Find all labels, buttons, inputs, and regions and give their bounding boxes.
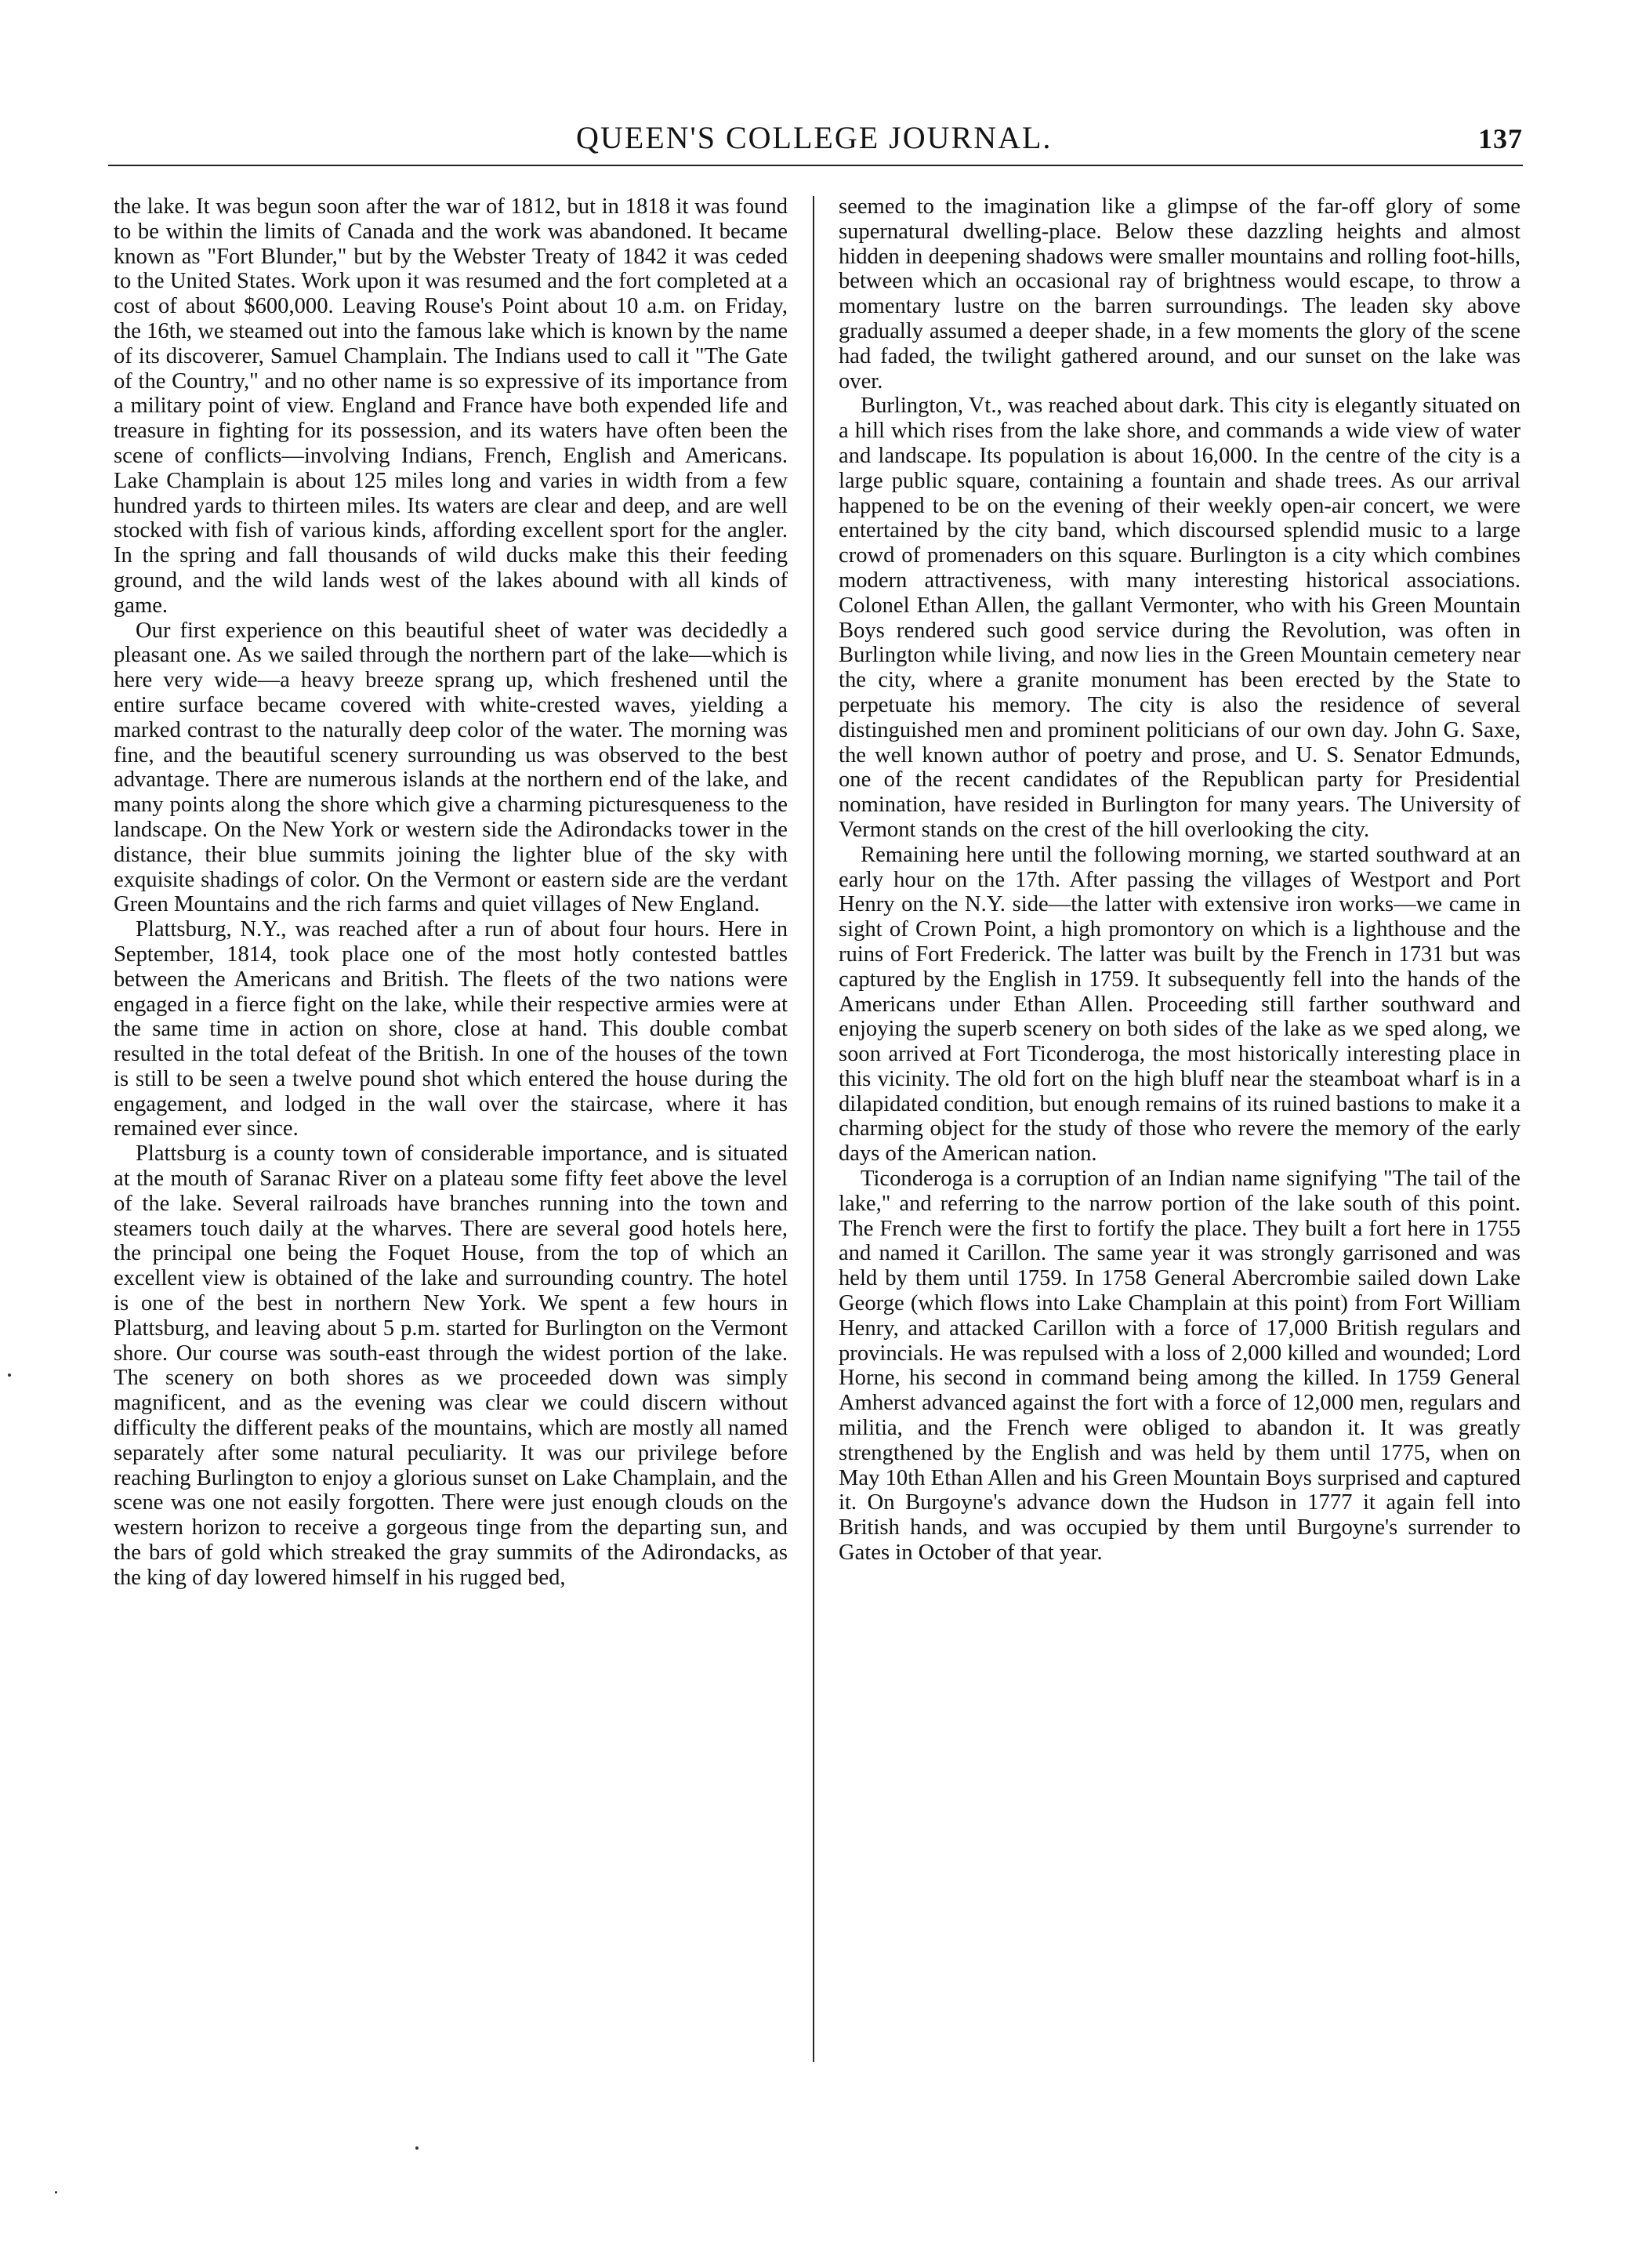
print-speck xyxy=(55,2191,57,2194)
page-number: 137 xyxy=(1478,123,1523,154)
right-paragraph-1: seemed to the imagination like a glimpse of the far-off glory of some supernatural dwelling-place. Below these dazzling heights and almost hidden in deepening shadows were smaller mountains and rolling foot-hills, between which an occasional ray of brightness would escape, to throw a momentary lustre on the barren surroundings. The leaden sky above gradually assumed a deeper shade, in a few moments the glory of the scene had faded, the twilight gathered around, and our sunset on the lake was over. xyxy=(839,194,1520,394)
right-paragraph-4: Ticonderoga is a corruption of an Indian name signifying "The tail of the lake," and referring to the narrow portion of the lake south of this point. The French were the first to fortify the place. They built a fort here in 1755 and named it Carillon. The same year it was strongly garrisoned and was held by them until 1759. In 1758 General Abercrombie sailed down Lake George (which flows into Lake Champlain at this point) from Fort William Henry, and attacked Carillon with a force of 17,000 British regulars and provincials. He was repulsed with a loss of 2,000 killed and wounded; Lord Horne, his second in command being among the killed. In 1759 General Amherst advanced against the fort with a force of 12,000 men, regulars and militia, and the French were obliged to abandon it. It was greatly strengthened by the English and was held by them until 1775, when on May 10th Ethan Allen and his Green Mountain Boys surprised and captured it. On Burgoyne's advance down the Hudson in 1777 it again fell into British hands, and was occupied by them until Burgoyne's surrender to Gates in October of that year. xyxy=(839,1167,1520,1566)
header-rule xyxy=(108,165,1523,166)
right-paragraph-2: Burlington, Vt., was reached about dark. This city is elegantly situated on a hill which rises from the lake shore, and commands a wide view of water and landscape. Its population is about 16,000. In the centre of the city is a large public square, containing a fountain and shade trees. As our arrival happened to be on the evening of their weekly open-air concert, we were entertained by the city band, which discoursed splendid music to a large crowd of promenaders on this square. Burlington is a city which combines modern attractiveness, with many interesting historical associations. Colonel Ethan Allen, the gallant Vermonter, who with his Green Mountain Boys rendered such good service during the Revolution, was often in Burlington while living, and now lies in the Green Mountain cemetery near the city, where a granite monument has been erected by the State to perpetuate his memory. The city is also the residence of several distinguished men and prominent politicians of our own day. John G. Saxe, the well known author of poetry and prose, and U. S. Senator Edmunds, one of the recent candidates of the Republican party for Presidential nomination, have resided in Burlington for many years. The University of Vermont stands on the crest of the hill overlooking the city. xyxy=(839,394,1520,842)
journal-title: QUEEN'S COLLEGE JOURNAL. xyxy=(576,120,1053,155)
left-paragraph-4: Plattsburg is a county town of considerable importance, and is situated at the mouth of Saranac River on a plateau some fifty feet above the level of the lake. Several railroads have branches running into the town and steamers touch daily at the wharves. There are several good hotels here, the principal one being the Foquet House, from the top of which an excellent view is obtained of the lake and surrounding country. The hotel is one of the best in northern New York. We spent a few hours in Plattsburg, and leaving about 5 p.m. started for Burlington on the Vermont shore. Our course was south-east through the widest portion of the lake. The scenery on both shores as we proceeded down was simply magnificent, and as the evening was clear we could discern without difficulty the different peaks of the mountains, which are mostly all named separately after some natural peculiarity. It was our privilege before reaching Burlington to enjoy a glorious sunset on Lake Champlain, and the scene was one not easily forgotten. There were just enough clouds on the western horizon to receive a gorgeous tinge from the departing sun, and the bars of gold which streaked the gray summits of the Adirondacks, as the king of day lowered himself in his rugged bed, xyxy=(114,1141,788,1590)
left-paragraph-2: Our first experience on this beautiful sheet of water was decidedly a pleasant one. As we sailed through the northern part of the lake—which is here very wide—a heavy breeze sprang up, which freshened until the entire surface became covered with white-crested waves, yielding a marked contrast to the naturally deep color of the water. The morning was fine, and the beautiful scenery surrounding us was observed to the best advantage. There are numerous islands at the northern end of the lake, and many points along the shore which give a charming picturesqueness to the landscape. On the New York or western side the Adirondacks tower in the distance, their blue summits joining the lighter blue of the sky with exquisite shadings of color. On the Vermont or eastern side are the verdant Green Mountains and the rich farms and quiet villages of New England. xyxy=(114,618,788,917)
left-paragraph-3: Plattsburg, N.Y., was reached after a run of about four hours. Here in September, 1814, took place one of the most hotly contested battles between the Americans and British. The fleets of the two nations were engaged in a fierce fight on the lake, while their respective armies were at the same time in action on shore, close at hand. This double combat resulted in the total defeat of the British. In one of the houses of the town is still to be seen a twelve pound shot which entered the house during the engagement, and lodged in the wall over the staircase, where it has remained ever since. xyxy=(114,917,788,1141)
left-paragraph-1: the lake. It was begun soon after the war of 1812, but in 1818 it was found to be within the limits of Canada and the work was abandoned. It became known as "Fort Blunder," but by the Webster Treaty of 1842 it was ceded to the United States. Work upon it was resumed and the fort completed at a cost of about $600,000. Leaving Rouse's Point about 10 a.m. on Friday, the 16th, we steamed out into the famous lake which is known by the name of its discoverer, Samuel Champlain. The Indians used to call it "The Gate of the Country," and no other name is so expressive of its importance from a military point of view. England and France have both expended life and treasure in fighting for its possession, and its waters have often been the scene of conflicts—involving Indians, French, English and Americans. Lake Champlain is about 125 miles long and varies in width from a few hundred yards to thirteen miles. Its waters are clear and deep, and are well stocked with fish of various kinds, affording excellent sport for the angler. In the spring and fall thousands of wild ducks make this their feeding ground, and the wild lands west of the lakes abound with all kinds of game. xyxy=(114,194,788,618)
right-paragraph-3: Remaining here until the following morning, we started southward at an early hour on the 17th. After passing the villages of Westport and Port Henry on the N.Y. side—the latter with extensive iron works—we came in sight of Crown Point, a high promontory on which is a lighthouse and the ruins of Fort Frederick. The latter was built by the French in 1731 but was captured by the English in 1759. It subsequently fell into the hands of the Americans under Ethan Allen. Proceeding still farther southward and enjoying the superb scenery on both sides of the lake as we sped along, we soon arrived at Fort Ticonderoga, the most historically interesting place in this vicinity. The old fort on the high bluff near the steamboat wharf is in a dilapidated condition, but enough remains of its ruined bastions to make it a charming object for the study of those who revere the memory of the early days of the American nation. xyxy=(839,842,1520,1167)
print-speck xyxy=(415,2146,419,2150)
print-speck xyxy=(8,1374,11,1377)
column-divider xyxy=(813,196,814,2062)
running-head xyxy=(0,119,1631,166)
left-column xyxy=(114,194,788,1591)
right-column xyxy=(839,194,1520,1566)
